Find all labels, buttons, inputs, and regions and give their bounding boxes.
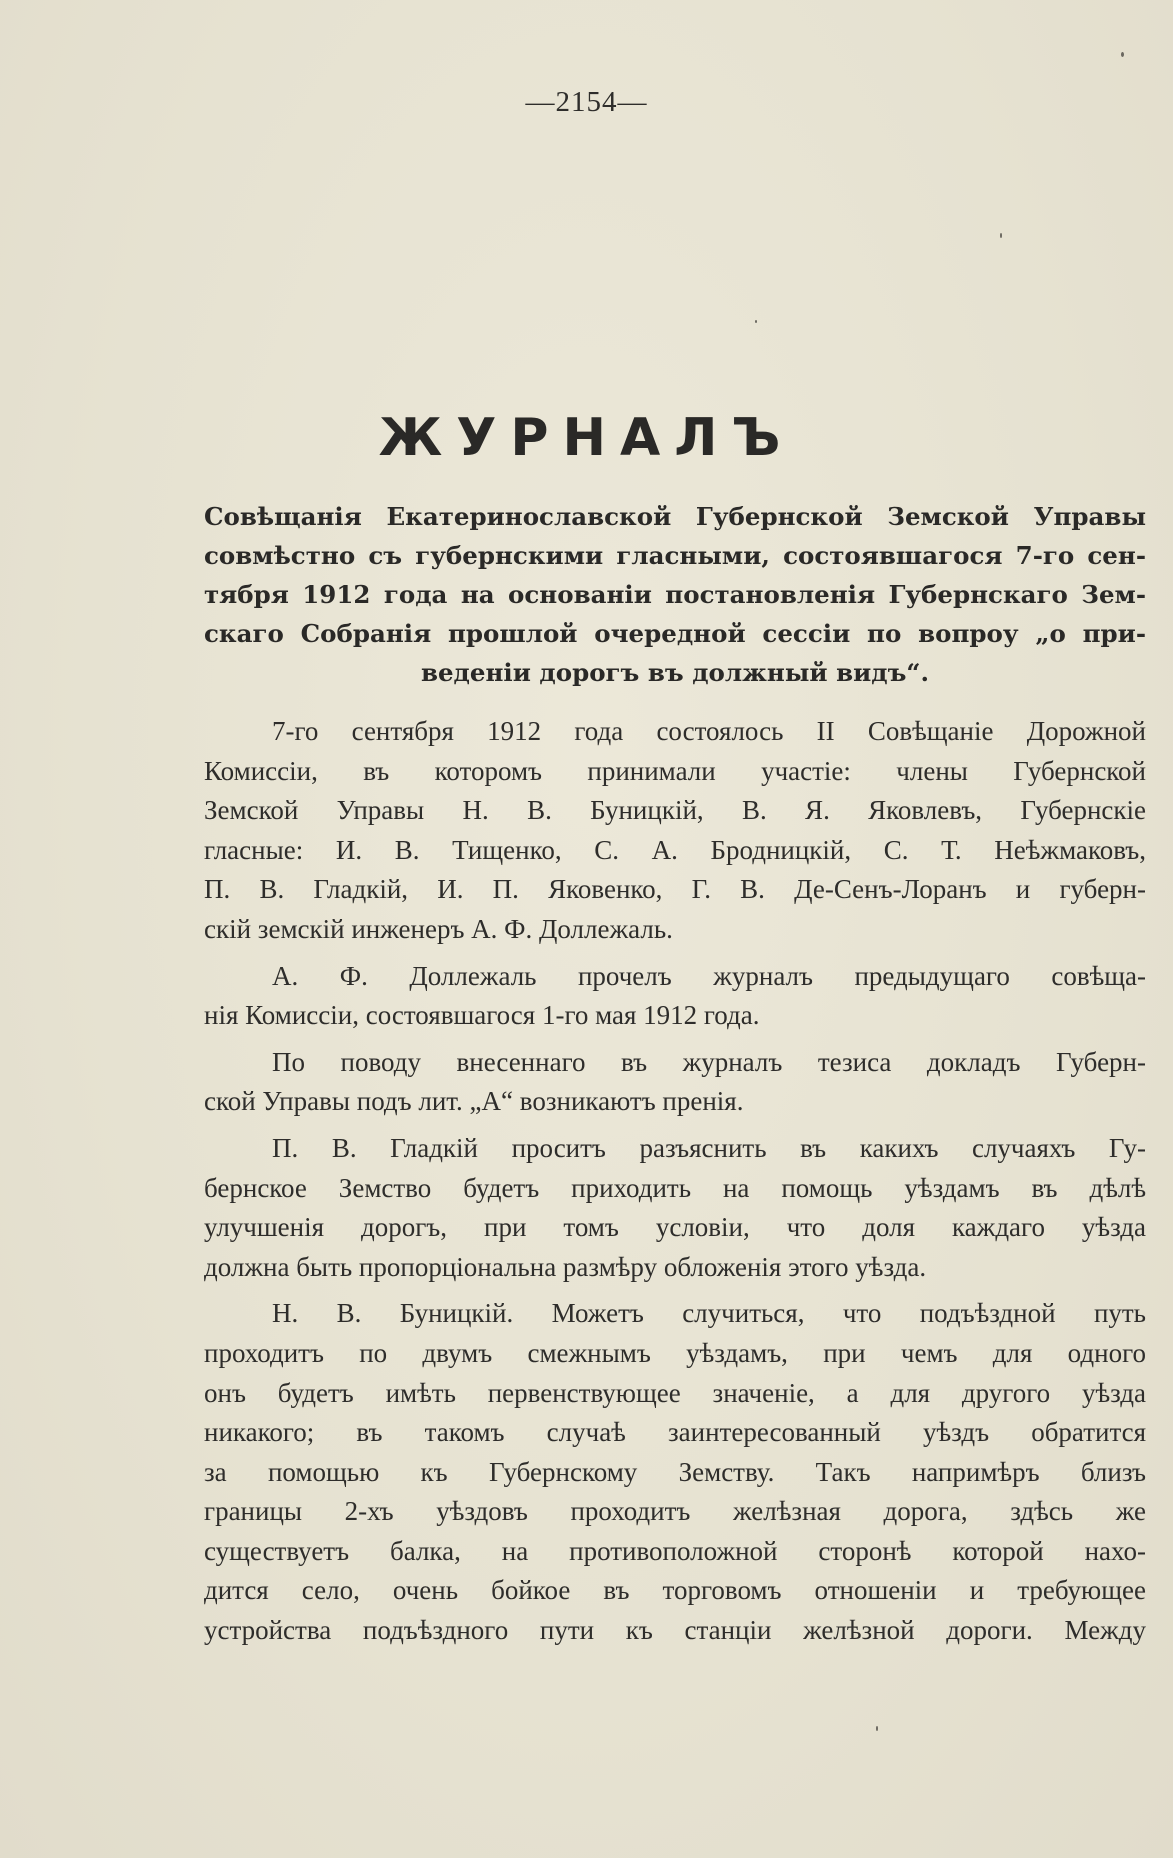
text-line: за помощью къ Губернскому Земству. Такъ напримѣръ близъ [204,1456,1146,1487]
text-line: границы 2-хъ уѣздовъ проходитъ желѣзная дорога, здѣсь же [204,1496,1146,1527]
document-title: ЖУРНАЛЪ [378,408,795,468]
text-line: бернское Земство будетъ приходить на помощь уѣздамъ въ дѣлѣ [204,1172,1146,1203]
paper-speck [1121,52,1124,57]
text-line: проходитъ по двумъ смежнымъ уѣздамъ, при чемъ для одного [204,1337,1146,1368]
text-line: скій земскій инженеръ А. Ф. Доллежаль. [204,913,673,944]
text-line: Комиссіи, въ которомъ принимали участіе: члены Губернской [204,755,1146,786]
text-line: дится село, очень бойкое въ торговомъ отношеніи и требующее [204,1575,1146,1606]
text-line: должна быть пропорціональна размѣру обложенія этого уѣзда. [204,1251,927,1282]
text-line: А. Ф. Доллежаль прочелъ журналъ предыдущаго совѣща- [272,960,1146,991]
text-line: гласные: И. В. Тищенко, С. А. Бродницкій, С. Т. Неѣжмаковъ, [204,834,1146,865]
subtitle-line: скаго Собранія прошлой очередной сессіи по вопроу „о при- [204,619,1146,648]
paragraph-gladkiy [204,1129,1146,1287]
paper-speck [1000,233,1002,238]
paper-speck [876,1726,878,1731]
subtitle-line: веденіи дорогъ въ должный видъ“. [420,658,930,687]
body-text [204,712,1146,1658]
text-line: 7-го сентября 1912 года состоялось II Совѣщаніе Дорожной [272,716,1146,746]
subtitle-line: совмѣстно съ губернскими гласными, состоявшагося 7-го сен- [204,541,1146,570]
paragraph-minutes-read [204,957,1146,1036]
document-subtitle [204,497,1146,692]
subtitle-line: Совѣщанія Екатеринославской Губернской Земской Управы [204,502,1146,531]
page-number: —2154— [525,86,648,118]
subtitle-line: тября 1912 года на основаніи постановленія Губернскаго Зем- [204,580,1146,609]
paragraph-bunitskiy [204,1294,1146,1650]
text-line: существуетъ балка, на противоположной сторонѣ которой нахо- [204,1535,1146,1566]
text-line: П. В. Гладкій, И. П. Яковенко, Г. В. Де-Сенъ-Лоранъ и губерн- [204,874,1146,905]
text-line: Земской Управы Н. В. Буницкій, В. Я. Яковлевъ, Губернскіе [204,795,1146,826]
text-line: Н. В. Буницкій. Можетъ случиться, что подъѣздной путь [272,1298,1146,1329]
text-line: По поводу внесеннаго въ журналъ тезиса докладъ Губерн- [272,1046,1146,1077]
text-line: устройства подъѣздного пути къ станціи желѣзной дороги. Между [204,1615,1146,1646]
text-line: никакого; въ такомъ случаѣ заинтересованный уѣздъ обратится [204,1417,1146,1448]
text-line: нія Комиссіи, состоявшагося 1-го мая 1912 года. [204,1000,760,1031]
paper-speck [755,320,757,323]
text-line: онъ будетъ имѣть первенствующее значеніе, а для другого уѣзда [204,1377,1146,1408]
paragraph-debate [204,1043,1146,1122]
text-line: П. В. Гладкій проситъ разъяснить въ какихъ случаяхъ Гу- [272,1132,1146,1163]
text-line: улучшенія дорогъ, при томъ условіи, что доля каждаго уѣзда [204,1212,1146,1243]
text-line: ской Управы подъ лит. „А“ возникаютъ пренія. [204,1086,744,1117]
paragraph-attendance [204,712,1146,950]
